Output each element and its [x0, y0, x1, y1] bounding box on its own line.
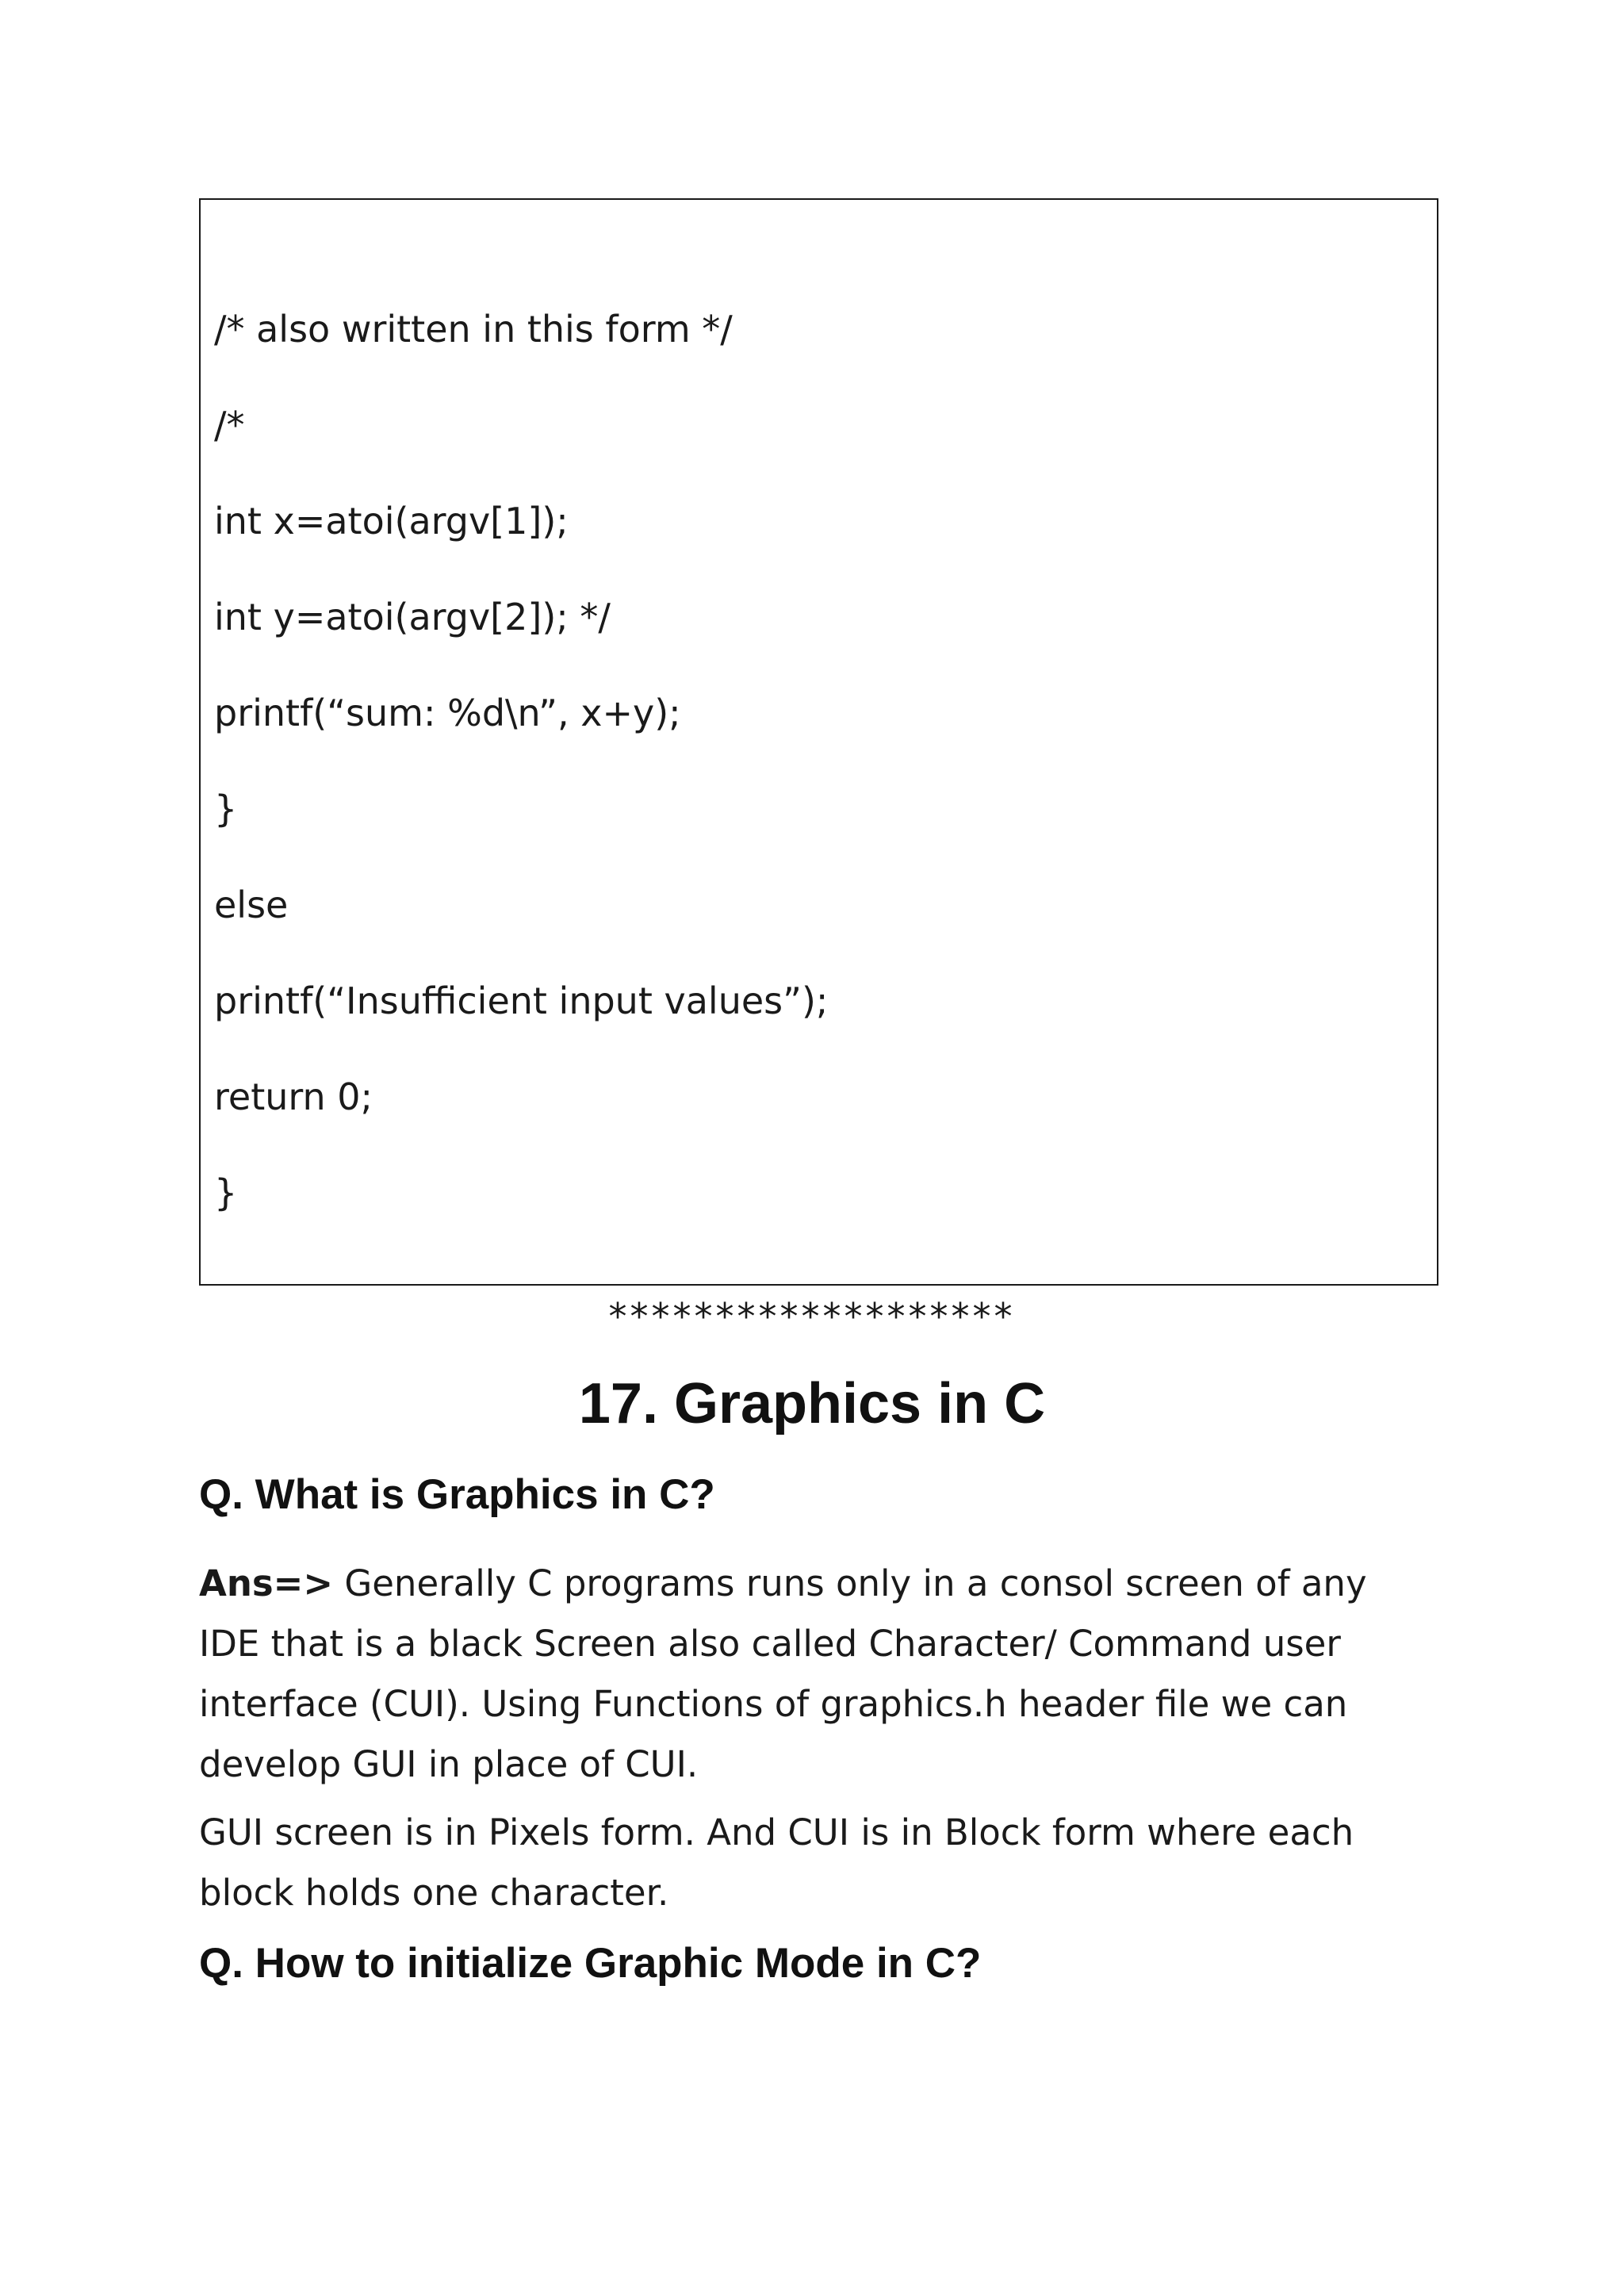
answer-paragraph: [199, 1554, 1468, 1795]
body-paragraph: [199, 1803, 1468, 1923]
answer-line: interface (CUI). Using Functions of graphics.h header file we can: [199, 1683, 1348, 1725]
code-line: int y=atoi(argv[2]); */: [214, 596, 611, 638]
question-heading: Q. How to initialize Graphic Mode in C?: [199, 1940, 982, 1987]
answer-line: develop GUI in place of CUI.: [199, 1743, 699, 1785]
code-line: /* also written in this form */: [214, 308, 733, 351]
code-line: }: [214, 788, 238, 830]
code-block: [199, 198, 1438, 1286]
question-heading: Q. What is Graphics in C?: [199, 1471, 715, 1518]
chapter-title: 17. Graphics in C: [578, 1372, 1046, 1435]
code-line: }: [214, 1171, 238, 1214]
code-line: return 0;: [214, 1075, 373, 1118]
code-line: printf(“sum: %d\n”, x+y);: [214, 692, 681, 734]
answer-text: Generally C programs runs only in a consol screen of any: [333, 1562, 1367, 1604]
section-divider: *******************: [608, 1295, 1016, 1338]
code-line: int x=atoi(argv[1]);: [214, 500, 569, 542]
code-line: else: [214, 884, 289, 926]
paragraph-line: GUI screen is in Pixels form. And CUI is in Block form where each: [199, 1811, 1354, 1853]
answer-line: [199, 1554, 1468, 1614]
paragraph-line: block holds one character.: [199, 1872, 669, 1914]
answer-label: Ans=>: [199, 1562, 334, 1604]
code-line: printf(“Insufficient input values”);: [214, 979, 829, 1022]
code-line: /*: [214, 404, 245, 447]
answer-line: IDE that is a black Screen also called Character/ Command user: [199, 1623, 1341, 1665]
